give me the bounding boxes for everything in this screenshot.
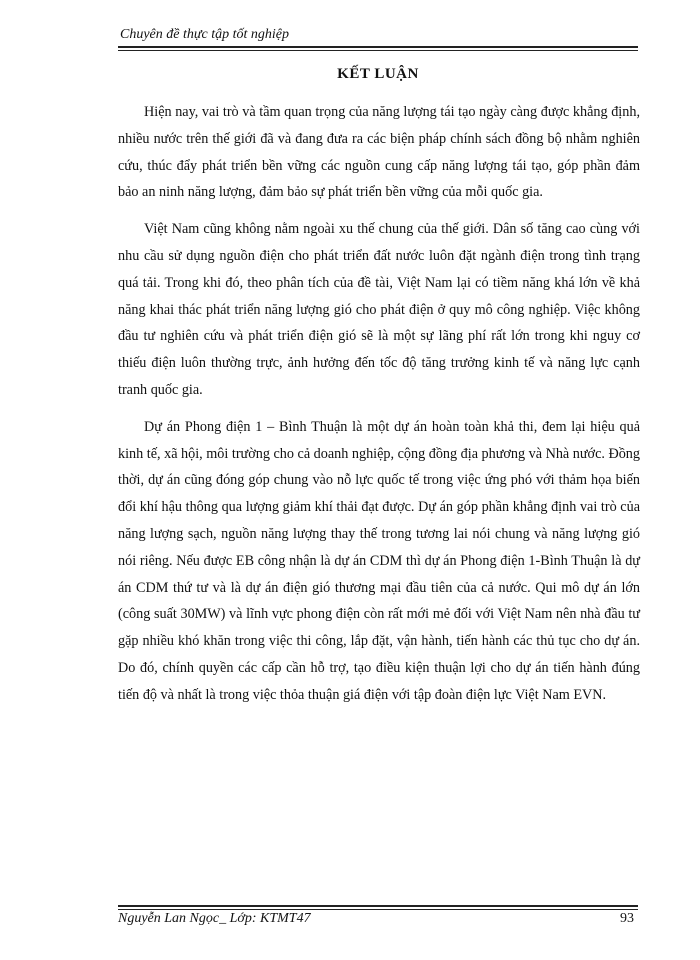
page-title: KẾT LUẬN — [337, 66, 419, 82]
footer-rule — [118, 905, 638, 907]
page-number: 93 — [620, 911, 634, 926]
footer-author: Nguyễn Lan Ngọc_ Lớp: KTMT47 — [118, 911, 311, 926]
page-header — [118, 27, 638, 48]
header-title: Chuyên đề thực tập tốt nghiệp — [120, 27, 289, 42]
page-footer — [118, 905, 638, 927]
paragraph-1: Hiện nay, vai trò và tầm quan trọng của năng lượng tái tạo ngày càng được khẳng định, nhiều nước trên thế giới đã và đang đưa ra các biện pháp chính sách đồng bộ nhằm nghiên cứu, thúc đẩy phát triển bền vững các nguồn cung cấp năng lượng tái tạo, góp phần đảm bảo an ninh năng lượng, đảm bảo sự phát triển bền vững của mỗi quốc gia. — [118, 104, 640, 201]
footer-row — [118, 911, 638, 927]
document-body — [118, 99, 640, 719]
paragraph-3: Dự án Phong điện 1 – Bình Thuận là một dự án hoàn toàn khả thi, đem lại hiệu quả kinh tế, xã hội, môi trường cho cả doanh nghiệp, cộng đồng địa phương và Nhà nước. Đồng thời, dự án cũng đóng góp chung vào nỗ lực quốc tế trong việc ứng phó với thảm họa biến đổi khí hậu thông qua lượng giảm khí thải đạt được. Dự án góp phần khẳng định vai trò của năng lượng sạch, nguồn năng lượng thay thế trong tương lai nói chung và năng lượng gió nói riêng. Nếu được EB công nhận là dự án CDM thì dự án Phong điện 1-Bình Thuận là dự án CDM thứ tư và là dự án điện gió thương mại đầu tiên của cả nước. Qui mô dự án lớn (công suất 30MW) và lĩnh vực phong điện còn rất mới mẻ đối với Việt Nam nên nhà đầu tư gặp nhiều khó khăn trong việc thi công, lắp đặt, vận hành, tiến hành các thủ tục cho dự án. Do đó, chính quyền các cấp cần hỗ trợ, tạo điều kiện thuận lợi cho dự án tiến hành đúng tiến độ và nhất là trong việc thỏa thuận giá điện với tập đoàn điện lực Việt Nam EVN. — [118, 418, 640, 703]
header-rule — [118, 46, 638, 48]
paragraph-2: Việt Nam cũng không nằm ngoài xu thế chung của thế giới. Dân số tăng cao cùng với nhu cầu sử dụng nguồn điện cho phát triển đất nước luôn đặt ngành điện trong tình trạng quá tải. Trong khi đó, theo phân tích của đề tài, Việt Nam lại có tiềm năng khá lớn về khả năng khai thác phát triển năng lượng gió cho phát điện ở quy mô công nghiệp. Việc không đầu tư nghiên cứu và phát triển điện gió sẽ là một sự lãng phí rất lớn trong khi nguy cơ thiếu điện luôn thường trực, ảnh hưởng đến tốc độ tăng trưởng kinh tế và năng lực cạnh tranh quốc gia. — [118, 221, 640, 398]
